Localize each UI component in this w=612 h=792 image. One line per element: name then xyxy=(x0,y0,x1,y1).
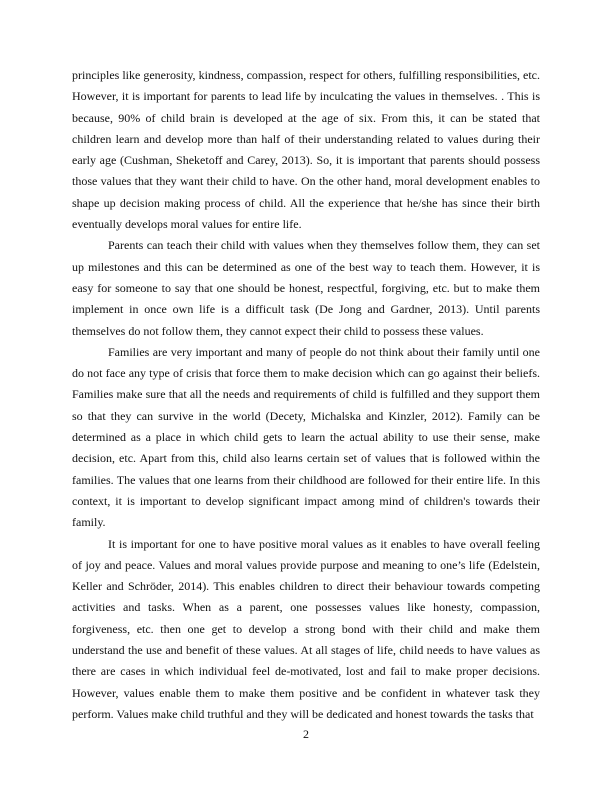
page-number: 2 xyxy=(303,727,309,741)
paragraph-4: It is important for one to have positive moral values as it enables to have overall feeling of joy and peace. Values and moral values provide purpose and meaning to one’s life (Edelstein, Keller and Schröder, 2014). This enables children to direct their behaviour towards competing activities and tasks. When as a parent, one possesses values like honesty, compassion, forgiveness, etc. then one get to develop a strong bond with their child and make them understand the use and benefit of these values. At all stages of life, child needs to have values as there are cases in which individual feel de-motivated, lost and fail to make proper decisions. However, values enable them to make them positive and be confident in whatever task they perform. Values make child truthful and they will be dedicated and honest towards the tasks that xyxy=(72,536,540,721)
paragraph-3: Families are very important and many of people do not think about their family until one do not face any type of crisis that force them to make decision which can go against their beliefs. Families make sure that all the needs and requirements of child is fulfilled and they support them so that they can survive in the world (Decety, Michalska and Kinzler, 2012). Family can be determined as a place in which child gets to learn the actual ability to use their sense, make decision, etc. Apart from this, child also learns certain set of values that is followed within the families. The values that one learns from their childhood are followed for their entire life. In this context, it is important to develop significant impact among mind of children's towards their family. xyxy=(72,344,540,530)
paragraph-1: principles like generosity, kindness, compassion, respect for others, fulfilling responsibilities, etc. However, it is important for parents to lead life by inculcating the values in themselves. . This is because, 90% of child brain is developed at the age of six. From this, it can be stated that children learn and develop more than half of their understanding related to values during their early age (Cushman, Sheketoff and Carey, 2013). So, it is important that parents should possess those values that they want their child to have. On the other hand, moral development enables to shape up decision making process of child. All the experience that he/she has since their birth eventually develops moral values for entire life. xyxy=(72,68,540,232)
body-text xyxy=(72,65,540,725)
paragraph-2: Parents can teach their child with values when they themselves follow them, they can set up milestones and this can be determined as one of the best way to teach them. However, it is easy for someone to say that one should be honest, respectful, forgiving, etc. but to make them implement in once own life is a difficult task (De Jong and Gardner, 2013). Until parents themselves do not follow them, they cannot expect their child to possess these values. xyxy=(72,238,540,338)
